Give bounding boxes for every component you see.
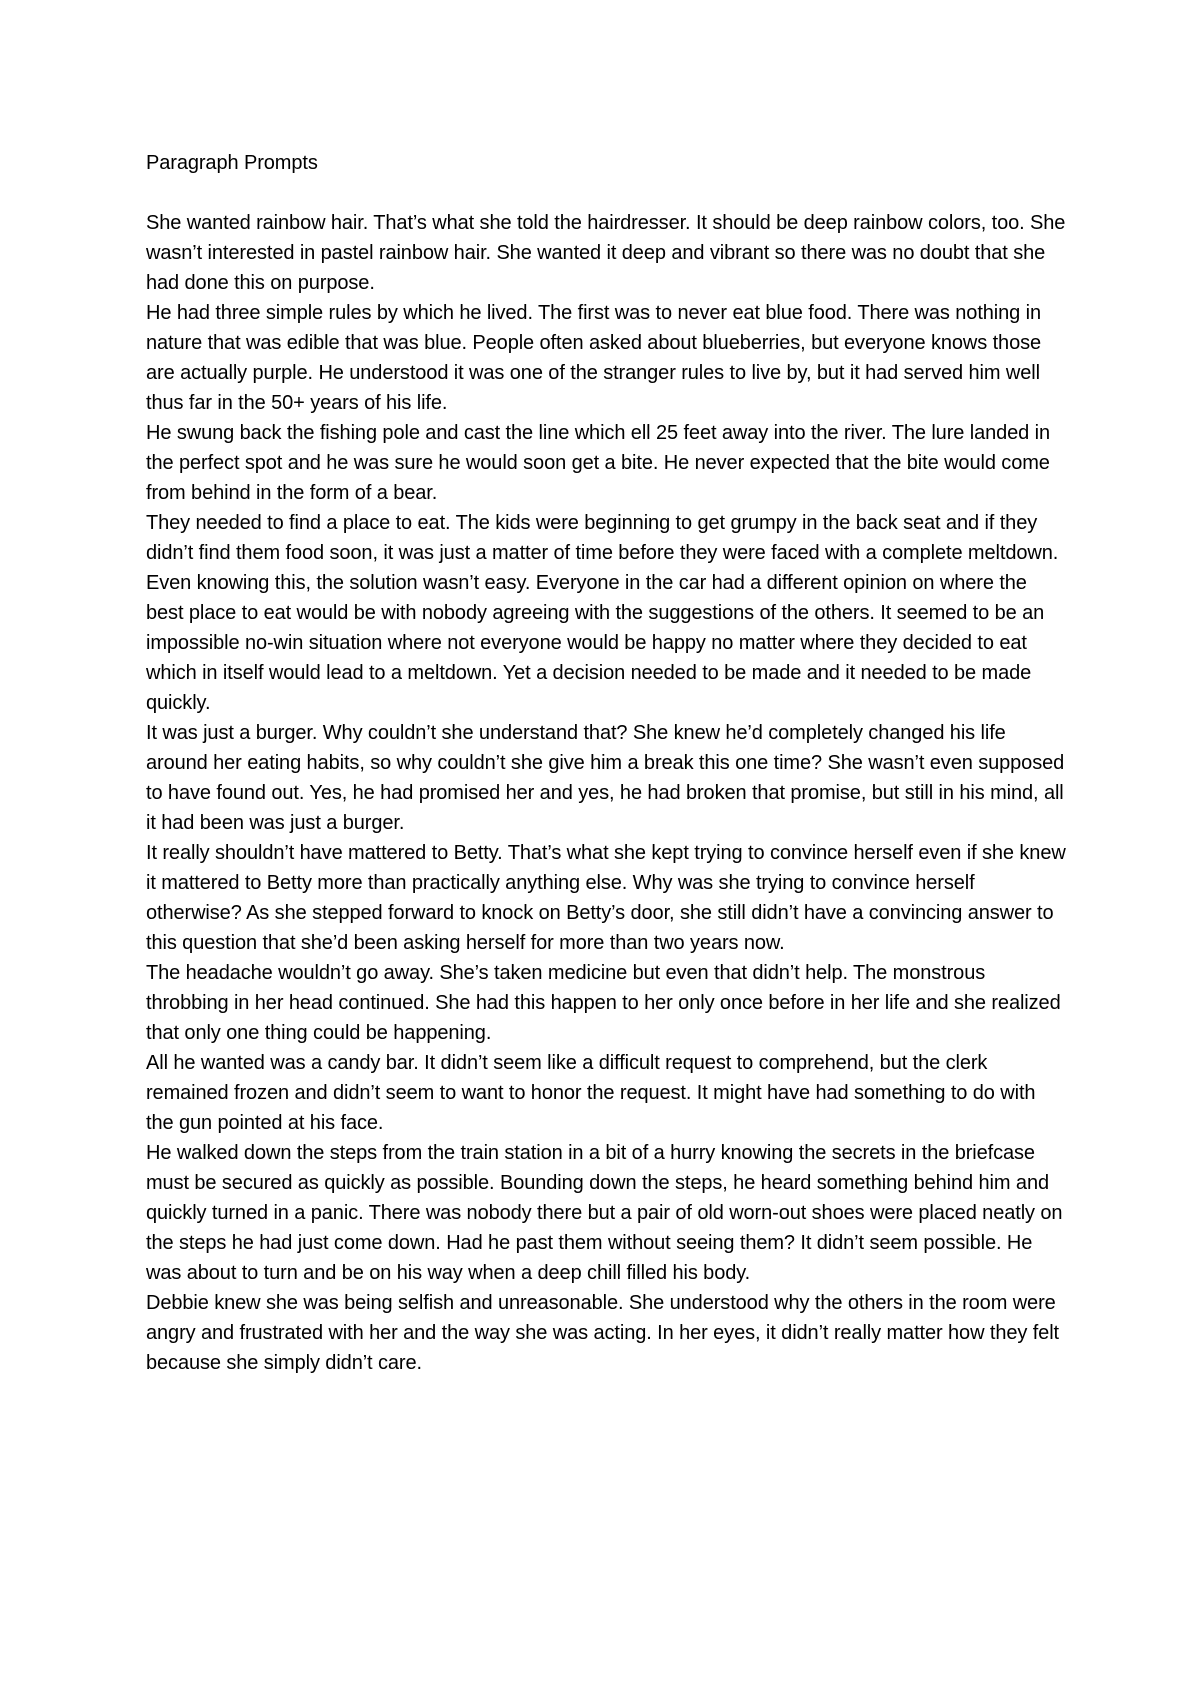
paragraph-10: Debbie knew she was being selfish and unreasonable. She understood why the others in the room were angry and frustrated with her and the way she was acting. In her eyes, it didn’t really matter how they felt because she simply didn’t care. — [146, 1292, 1060, 1374]
paragraph-4: They needed to find a place to eat. The kids were beginning to get grumpy in the back seat and if they didn’t find them food soon, it was just a matter of time before they were faced with a complete meltdown. Even knowing this, the solution wasn’t easy. Everyone in the car had a different opinion on where the best place to eat would be with nobody agreeing with the suggestions of the others. It seemed to be an impossible no-win situation where not everyone would be happy no matter where they decided to eat which in itself would lead to a meltdown. Yet a decision needed to be made and it needed to be made quickly. — [146, 512, 1059, 714]
paragraph-8: All he wanted was a candy bar. It didn’t seem like a difficult request to comprehend, but the clerk remained frozen and didn’t seem to want to honor the request. It might have had something to do with the gun pointed at his face. — [146, 1052, 1036, 1134]
paragraph-5: It was just a burger. Why couldn’t she understand that? She knew he’d completely changed his life around her eating habits, so why couldn’t she give him a break this one time? She wasn’t even supposed to have found out. Yes, he had promised her and yes, he had broken that promise, but still in his mind, all it had been was just a burger. — [146, 722, 1065, 834]
paragraph-9: He walked down the steps from the train station in a bit of a hurry knowing the secrets in the briefcase must be secured as quickly as possible. Bounding down the steps, he heard something behind him and quickly turned in a panic. There was nobody there but a pair of old worn-out shoes were placed neatly on the steps he had just come down. Had he past them without seeing them? It didn’t seem possible. He was about to turn and be on his way when a deep chill filled his body. — [146, 1142, 1063, 1284]
page-title: Paragraph Prompts — [146, 152, 318, 174]
paragraph-2: He had three simple rules by which he lived. The first was to never eat blue food. There was nothing in nature that was edible that was blue. People often asked about blueberries, but everyone knows those are actually purple. He understood it was one of the stranger rules to live by, but it had served him well thus far in the 50+ years of his life. — [146, 302, 1042, 414]
document-body — [146, 148, 1066, 1378]
paragraph-1: She wanted rainbow hair. That’s what she told the hairdresser. It should be deep rainbow colors, too. She wasn’t interested in pastel rainbow hair. She wanted it deep and vibrant so there was no doubt that she had done this on purpose. — [146, 212, 1066, 294]
paragraph-7: The headache wouldn’t go away. She’s taken medicine but even that didn’t help. The monstrous throbbing in her head continued. She had this happen to her only once before in her life and she realized that only one thing could be happening. — [146, 962, 1061, 1044]
paragraph-6: It really shouldn’t have mattered to Betty. That’s what she kept trying to convince herself even if she knew it mattered to Betty more than practically anything else. Why was she trying to convince herself otherwise? As she stepped forward to knock on Betty’s door, she still didn’t have a convincing answer to this question that she’d been asking herself for more than two years now. — [146, 842, 1066, 954]
paragraph-3: He swung back the fishing pole and cast the line which ell 25 feet away into the river. The lure landed in the perfect spot and he was sure he would soon get a bite. He never expected that the bite would come from behind in the form of a bear. — [146, 422, 1051, 504]
